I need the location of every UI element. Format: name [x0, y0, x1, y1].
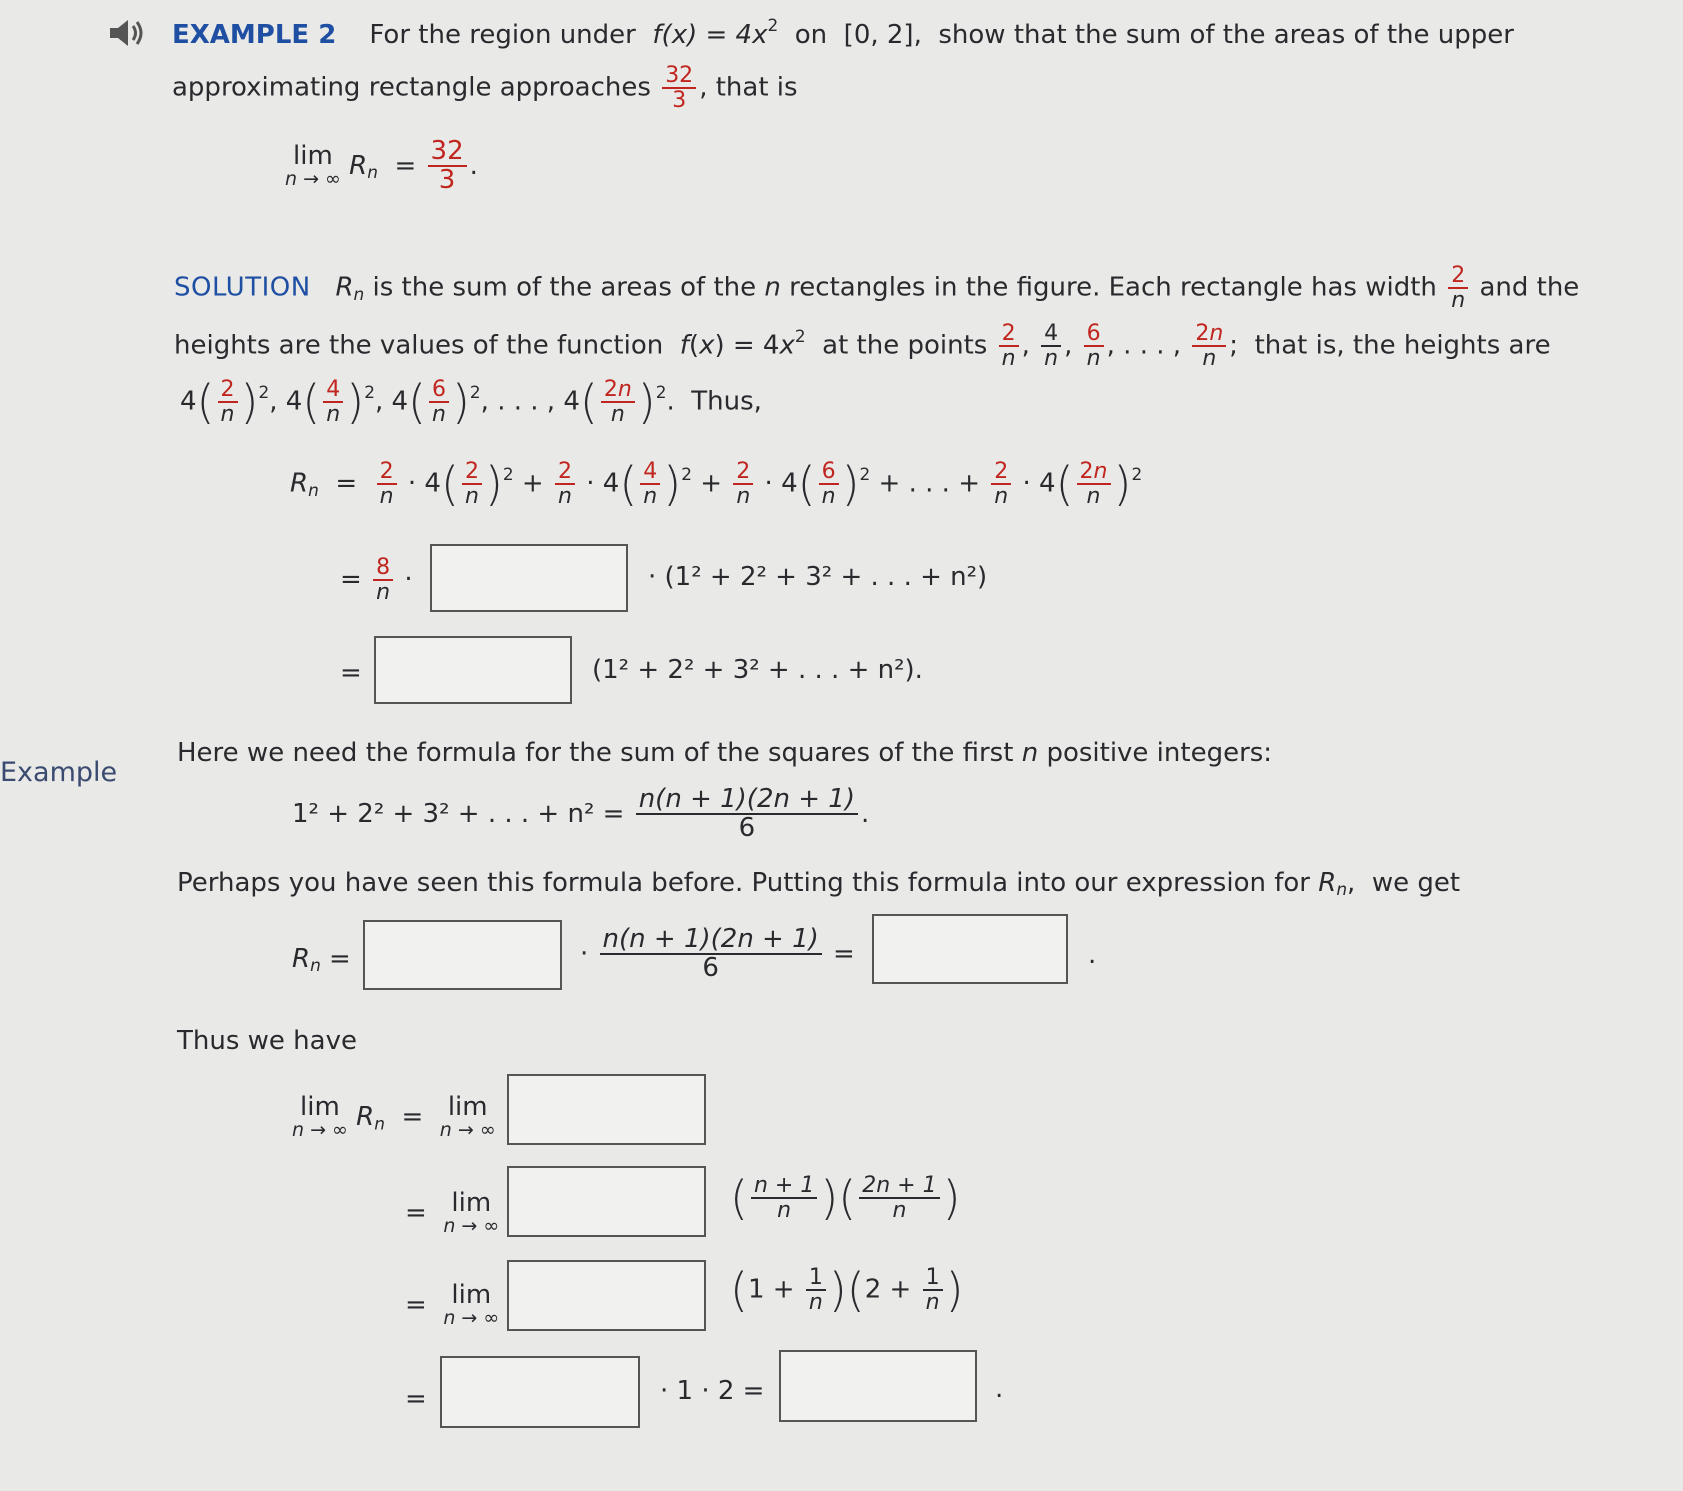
sum-squares-lhs: 1² + 2² + 3² + . . . + n² = — [292, 798, 625, 829]
equals: = — [394, 150, 417, 181]
header-text: For the region under — [369, 20, 636, 50]
answer-box-2[interactable] — [374, 636, 572, 704]
limit-step-3-left: = lim n → ∞ — [405, 1280, 500, 1330]
rn-step-3-right: (1² + 2² + 3² + . . . + n²). — [592, 655, 923, 685]
margin-example-label: Example — [0, 757, 118, 788]
period: . — [469, 150, 478, 181]
heights-list: 4( $\frac{2}{n}$ )$^2$, 4( $\frac{4}{n}$ )$^2$, 4( $\frac{6}{n}$ )$^2$, . . . , 4( $\frac{2n}{n}$ )$^2$. Thus, — [180, 375, 762, 430]
example-header-line-2 — [172, 64, 798, 112]
solution-text-2c: that is, the heights are — [1254, 330, 1551, 361]
answer-box-7[interactable] — [507, 1260, 706, 1331]
header-line2-end: , that is — [699, 72, 798, 103]
example-header-line-1 — [172, 15, 1514, 50]
header-line2-text: approximating rectangle approaches — [172, 72, 651, 103]
answer-box-1[interactable] — [430, 544, 628, 612]
final-step-mid: · 1 · 2 = — [660, 1376, 765, 1406]
example-label: EXAMPLE 2 — [172, 20, 337, 50]
final-step-left: = — [405, 1384, 427, 1414]
fraction-32-3: $\frac{32}{3}$ — [662, 64, 696, 112]
solution-text-1: is the sum of the areas of the — [372, 272, 757, 303]
limit-step-2-left: = lim n → ∞ — [405, 1188, 500, 1238]
perhaps-text: Perhaps you have seen this formula before. Putting this formula into our expression for $R_n$, we get — [177, 868, 1461, 900]
period-dot-1: . — [1088, 940, 1097, 970]
answer-box-8[interactable] — [440, 1356, 640, 1428]
limit-step-2-factors: ( $\frac{n + 1}{n}$ )( $\frac{2n + 1}{n}$ ) — [730, 1171, 961, 1226]
R-subscript: n — [367, 162, 378, 183]
width-fraction: $\frac{2}{n}$ — [1448, 264, 1468, 312]
sum-squares-intro: Here we need the formula for the sum of the squares of the first n positive integers: — [177, 738, 1273, 768]
limit-step-1-left: lim n → ∞ $R_n$ = lim n → ∞ — [292, 1092, 496, 1142]
fraction-32-3-limit: $\frac{32}{3}$ — [428, 138, 467, 195]
interval: [0, 2], — [843, 20, 922, 50]
answer-box-4[interactable] — [872, 914, 1068, 984]
solution-text-1b: rectangles in the figure. Each rectangle has width — [789, 272, 1437, 303]
period-dot-2: . — [995, 1374, 1004, 1404]
solution-line-2: heights are the values of the function $f(x) = 4x^2$ at the points $\frac{2}{n}$ , $\frac{4}{n}$ , $\frac{6}{n}$ , . . . , $\frac{2n}{n}$ ; that is, the heights are — [174, 321, 1551, 372]
answer-box-5[interactable] — [507, 1074, 706, 1145]
rn-step-2-right: · (1² + 2² + 3² + . . . + n²) — [648, 562, 988, 592]
solution-text-2b: at the points — [822, 330, 988, 361]
lim-operator: lim n → ∞ — [285, 140, 341, 190]
solution-text-1c: and the — [1479, 272, 1580, 303]
thus-text: Thus, — [691, 386, 762, 417]
answer-box-6[interactable] — [507, 1166, 706, 1237]
answer-box-3[interactable] — [363, 920, 562, 990]
rn-formula-mid: · $\frac{n(n + 1)(2n + 1)}{6}$ = — [580, 924, 855, 984]
sum-squares-formula: 1² + 2² + 3² + . . . + n² = $\frac{n(n + 1)(2n + 1)}{6}$ . — [292, 784, 870, 844]
limit-statement — [285, 138, 478, 195]
rn-sum-line: $R_n$ = $\frac{2}{n}$ · 4( $\frac{2}{n}$ )$^2$ + $\frac{2}{n}$ · 4( $\frac{4}{n}$ )$^2$ + $\frac{2}{n}$ · 4( $\frac{6}{n}$ )$^2$ + . . . + $\frac{2}{n}$ · 4( $\frac{2n}{n}$ )$^2$ — [290, 457, 1143, 512]
on-text: on — [794, 20, 828, 50]
function-exponent: 2 — [767, 15, 779, 36]
R-symbol: R — [349, 150, 368, 181]
rn-step-3-left: = — [340, 658, 362, 688]
limit-step-3-factors: (1 + $\frac{1}{n}$ )(2 + $\frac{1}{n}$ ) — [730, 1263, 964, 1318]
rn-step-2-left: = $\frac{8}{n}$ · — [340, 555, 413, 606]
function-def: f(x) = 4x — [652, 20, 768, 50]
sum-squares-fraction: $\frac{n(n + 1)(2n + 1)}{6}$ — [636, 786, 858, 843]
solution-text-2: heights are the values of the function — [174, 330, 664, 361]
thus-we-have: Thus we have — [177, 1026, 357, 1056]
answer-box-9[interactable] — [779, 1350, 977, 1422]
rn-formula-left: $R_n$ = — [292, 944, 351, 976]
solution-line-1: SOLUTION $R_n$ is the sum of the areas of the n rectangles in the figure. Each rectangle has width $\frac{2}{n}$ and the — [174, 263, 1580, 314]
header-text-end: show that the sum of the areas of the upper — [938, 20, 1514, 50]
solution-label: SOLUTION — [174, 272, 311, 303]
speaker-icon[interactable] — [106, 16, 146, 50]
